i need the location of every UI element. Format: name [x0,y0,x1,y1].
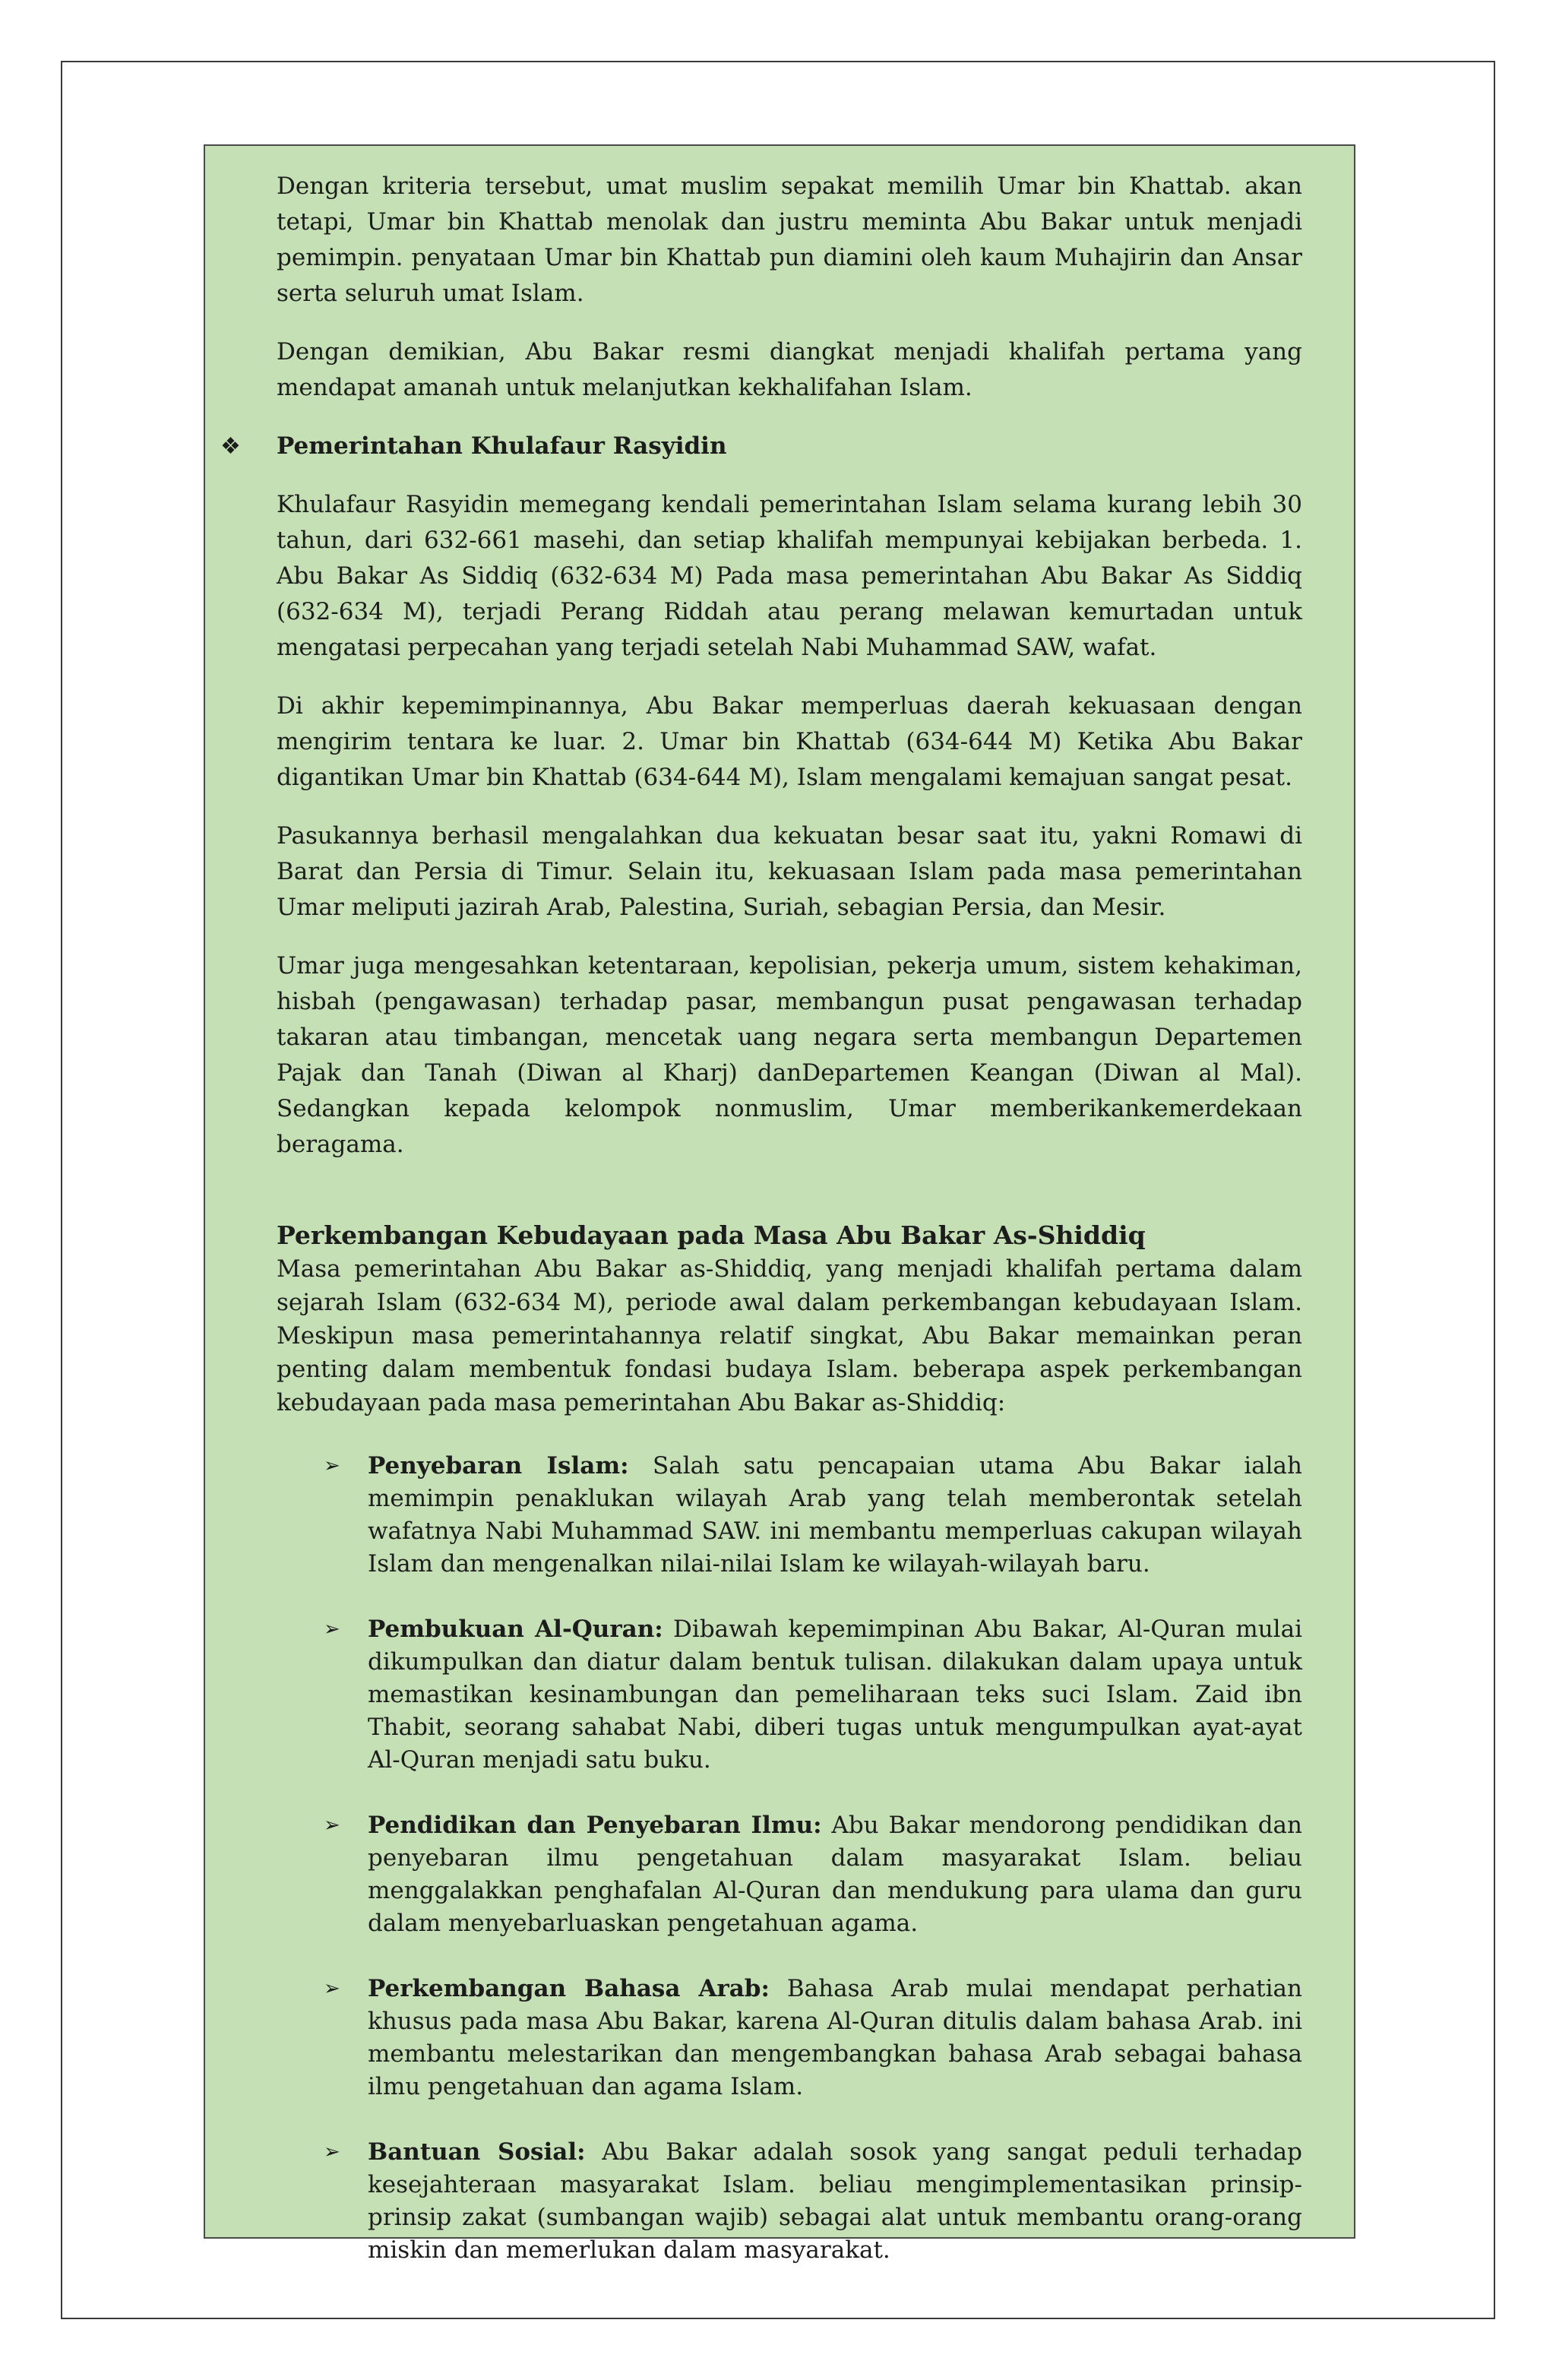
list-item-title: Perkembangan Bahasa Arab: [368,1975,770,2002]
section-intro: Masa pemerintahan Abu Bakar as-Shiddiq, yang menjadi khalifah pertama dalam sejarah Islam (632-634 M), periode awal dalam perkembangan kebudayaan Islam. Meskipun masa pemerintahannya relatif singkat, Abu Bakar memainkan peran penting dalam membentuk fondasi budaya Islam. beberapa aspek perkembangan kebudayaan pada masa pemerintahan Abu Bakar as-Shiddiq: [277,1255,1302,1416]
paragraph: Di akhir kepemimpinannya, Abu Bakar memperluas daerah kekuasaan dengan mengirim tentara ke luar. 2. Umar bin Khattab (634-644 M) Ketika Abu Bakar digantikan Umar bin Khattab (634-644 M), Islam mengalami kemajuan sangat pesat. [277,692,1302,791]
list-item [324,1613,1302,1777]
list-item [324,2136,1302,2267]
section-heading: Perkembangan Kebudayaan pada Masa Abu Bakar As-Shiddiq [277,1220,1146,1250]
arrow-bullet-icon: ➢ [324,1618,340,1641]
list-item-title: Bantuan Sosial: [368,2138,586,2166]
arrow-bullet-icon: ➢ [324,1977,340,2000]
list-item-title: Pendidikan dan Penyebaran Ilmu: [368,1812,822,1839]
bullet-list [277,1450,1302,2267]
paragraph: Dengan demikian, Abu Bakar resmi diangkat menjadi khalifah pertama yang mendapat amanah untuk melanjutkan kekhalifahan Islam. [277,338,1302,401]
arrow-bullet-icon: ➢ [324,1814,340,1837]
paragraph: Khulafaur Rasyidin memegang kendali pemerintahan Islam selama kurang lebih 30 tahun, dari 632-661 masehi, dan setiap khalifah mempunyai kebijakan berbeda. 1. Abu Bakar As Siddiq (632-634 M) Pada masa pemerintahan Abu Bakar As Siddiq (632-634 M), terjadi Perang Riddah atau perang melawan kemurtadan untuk mengatasi perpecahan yang terjadi setelah Nabi Muhammad SAW, wafat. [277,491,1302,661]
bullet-heading-text: Pemerintahan Khulafaur Rasyidin [277,432,727,460]
arrow-bullet-icon: ➢ [324,2141,340,2163]
list-item-title: Penyebaran Islam: [368,1452,629,1480]
list-item [324,1450,1302,1581]
list-item-text: Dibawah kepemimpinan Abu Bakar, Al-Quran mulai dikumpulkan dan diatur dalam bentuk tulisan. dilakukan dalam upaya untuk memastikan kesinambungan dan pemeliharaan teks suci Islam. Zaid ibn Thabit, seorang sahabat Nabi, diberi tugas untuk mengumpulkan ayat-ayat Al-Quran menjadi satu buku. [368,1616,1302,1774]
list-item-title: Pembukuan Al-Quran: [368,1616,663,1643]
arrow-bullet-icon: ➢ [324,1454,340,1477]
list-item [324,1809,1302,1940]
list-item-text: Bahasa Arab mulai mendapat perhatian khusus pada masa Abu Bakar, karena Al-Quran ditulis dalam bahasa Arab. ini membantu melestarikan dan mengembangkan bahasa Arab sebagai bahasa ilmu pengetahuan dan agama Islam. [368,1975,1302,2100]
content-box [204,144,1355,2264]
list-item [324,1973,1302,2103]
diamond-bullet-icon: ❖ [220,433,241,460]
list-item-text: Abu Bakar mendorong pendidikan dan penyebaran ilmu pengetahuan dalam masyarakat Islam. beliau menggalakkan penghafalan Al-Quran dan mendukung para ulama dan guru dalam menyebarluaskan pengetahuan agama. [368,1812,1302,1937]
bullet-heading [220,429,1302,464]
list-item-text: Salah satu pencapaian utama Abu Bakar ialah memimpin penaklukan wilayah Arab yang telah memberontak setelah wafatnya Nabi Muhammad SAW. ini membantu memperluas cakupan wilayah Islam dan mengenalkan nilai-nilai Islam ke wilayah-wilayah baru. [368,1452,1302,1578]
list-item-text: Abu Bakar adalah sosok yang sangat peduli terhadap kesejahteraan masyarakat Islam. beliau mengimplementasikan prinsip-prinsip zakat (sumbangan wajib) sebagai alat untuk membantu orang-orang miskin dan memerlukan dalam masyarakat. [368,2138,1302,2264]
paragraph: Umar juga mengesahkan ketentaraan, kepolisian, pekerja umum, sistem kehakiman, hisbah (pengawasan) terhadap pasar, membangun pusat pengawasan terhadap takaran atau timbangan, mencetak uang negara serta membangun Departemen Pajak dan Tanah (Diwan al Kharj) danDepartemen Keangan (Diwan al Mal). Sedangkan kepada kelompok nonmuslim, Umar memberikankemerdekaan beragama. [277,952,1302,1158]
paragraph: Dengan kriteria tersebut, umat muslim sepakat memilih Umar bin Khattab. akan tetapi, Umar bin Khattab menolak dan justru meminta Abu Bakar untuk menjadi pemimpin. penyataan Umar bin Khattab pun diamini oleh kaum Muhajirin dan Ansar serta seluruh umat Islam. [277,172,1302,307]
paragraph: Pasukannya berhasil mengalahkan dua kekuatan besar saat itu, yakni Romawi di Barat dan Persia di Timur. Selain itu, kekuasaan Islam pada masa pemerintahan Umar meliputi jazirah Arab, Palestina, Suriah, sebagian Persia, dan Mesir. [277,822,1302,921]
